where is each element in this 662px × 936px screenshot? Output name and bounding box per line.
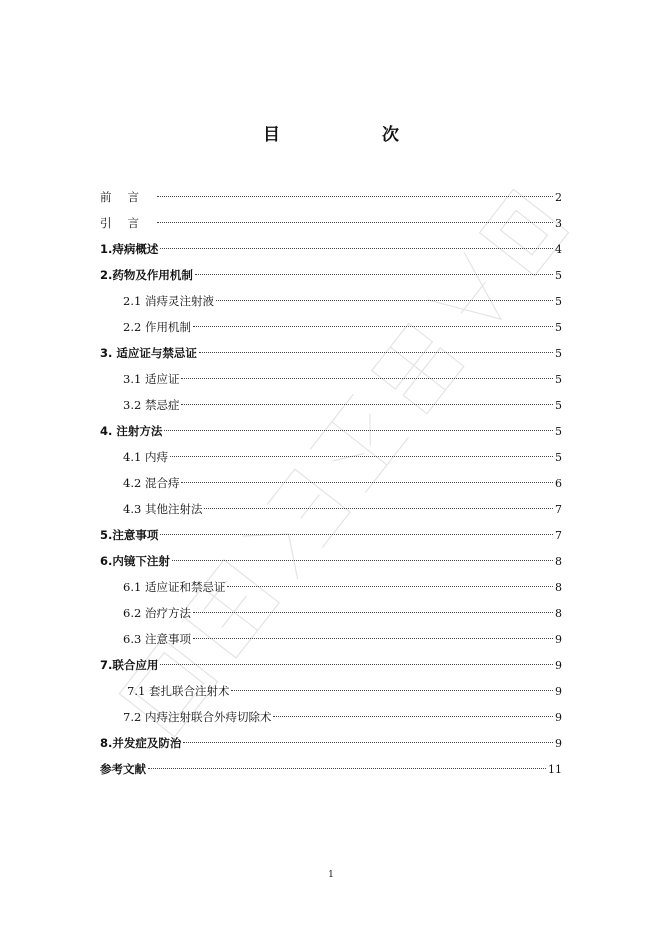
- toc-entry-label: 4.1 内痔: [123, 450, 168, 464]
- toc-entry-page: 9: [555, 659, 562, 672]
- toc-entry-page: 3: [555, 217, 562, 230]
- toc-leader-dots: [172, 560, 553, 561]
- toc-entry-page: 5: [555, 425, 562, 438]
- toc-entry-label: 6.内镜下注射: [100, 554, 170, 568]
- toc-entry-section-6-1[interactable]: [100, 574, 562, 600]
- toc-entry-page: 7: [555, 529, 562, 542]
- toc-leader-dots: [181, 404, 553, 405]
- toc-entry-page: 9: [555, 711, 562, 724]
- toc-leader-dots: [195, 274, 553, 275]
- toc-leader-dots: [160, 534, 553, 535]
- toc-entry-section-8[interactable]: [100, 730, 562, 756]
- toc-leader-dots: [183, 742, 553, 743]
- toc-entry-label: 2.1 消痔灵注射液: [123, 294, 214, 308]
- toc-entry-section-2-1[interactable]: [100, 288, 562, 314]
- toc-entry-section-3-2[interactable]: [100, 392, 562, 418]
- toc-entry-label: 3.2 禁忌症: [123, 398, 180, 412]
- toc-entry-preface[interactable]: [100, 184, 562, 210]
- page-number: 1: [328, 870, 334, 880]
- toc-leader-dots: [216, 300, 553, 301]
- toc-entry-label: 7.联合应用: [100, 658, 159, 672]
- toc-entry-references[interactable]: [100, 756, 562, 782]
- toc-entry-label: 1.痔病概述: [100, 242, 159, 256]
- toc-entry-section-4-3[interactable]: [100, 496, 562, 522]
- toc-entry-section-4-1[interactable]: [100, 444, 562, 470]
- toc-leader-dots: [157, 222, 553, 223]
- toc-entry-label: 3.1 适应证: [123, 372, 180, 386]
- toc-entry-section-3[interactable]: [100, 340, 562, 366]
- toc-entry-page: 8: [555, 581, 562, 594]
- toc-entry-page: 5: [555, 451, 562, 464]
- toc-entry-page: 11: [548, 763, 562, 776]
- toc-entry-page: 2: [555, 191, 562, 204]
- toc-leader-dots: [193, 612, 553, 613]
- table-of-contents: [100, 184, 562, 782]
- toc-leader-dots: [157, 196, 553, 197]
- toc-entry-section-2-2[interactable]: [100, 314, 562, 340]
- toc-leader-dots: [199, 352, 553, 353]
- toc-entry-page: 8: [555, 555, 562, 568]
- toc-entry-section-6[interactable]: [100, 548, 562, 574]
- toc-entry-label: 4.3 其他注射法: [123, 502, 203, 516]
- toc-leader-dots: [181, 378, 553, 379]
- toc-entry-label: 2.2 作用机制: [123, 320, 191, 334]
- page-title: 目 次: [263, 125, 447, 145]
- toc-entry-label: 2.药物及作用机制: [100, 268, 193, 282]
- toc-leader-dots: [160, 664, 553, 665]
- toc-entry-section-1[interactable]: [100, 236, 562, 262]
- toc-entry-label: 4. 注射方法: [100, 424, 163, 438]
- toc-entry-label: 7.2 内痔注射联合外痔切除术: [123, 710, 272, 724]
- toc-entry-page: 7: [555, 503, 562, 516]
- toc-entry-introduction[interactable]: [100, 210, 562, 236]
- toc-entry-section-5[interactable]: [100, 522, 562, 548]
- toc-entry-page: 8: [555, 607, 562, 620]
- toc-entry-label: 6.2 治疗方法: [123, 606, 191, 620]
- toc-entry-section-6-3[interactable]: [100, 626, 562, 652]
- toc-entry-section-7-1[interactable]: [100, 678, 562, 704]
- toc-entry-section-4[interactable]: [100, 418, 562, 444]
- toc-entry-page: 5: [555, 399, 562, 412]
- toc-entry-page: 5: [555, 269, 562, 282]
- toc-leader-dots: [170, 456, 553, 457]
- toc-leader-dots: [193, 326, 553, 327]
- toc-entry-section-7[interactable]: [100, 652, 562, 678]
- toc-leader-dots: [148, 768, 546, 769]
- toc-entry-page: 9: [555, 737, 562, 750]
- toc-leader-dots: [204, 508, 553, 509]
- toc-entry-page: 5: [555, 373, 562, 386]
- toc-entry-page: 9: [555, 633, 562, 646]
- toc-entry-section-4-2[interactable]: [100, 470, 562, 496]
- toc-entry-label: 5.注意事项: [100, 528, 159, 542]
- toc-entry-label: 3. 适应证与禁忌证: [100, 346, 197, 360]
- toc-leader-dots: [164, 430, 553, 431]
- toc-entry-page: 6: [555, 477, 562, 490]
- toc-entry-label: 参考文献: [100, 762, 146, 776]
- toc-entry-page: 4: [555, 243, 562, 256]
- toc-entry-section-7-2[interactable]: [100, 704, 562, 730]
- toc-entry-label: 7.1 套扎联合注射术: [127, 684, 230, 698]
- toc-entry-page: 5: [555, 295, 562, 308]
- toc-leader-dots: [227, 586, 553, 587]
- toc-entry-label: 引言: [100, 216, 155, 230]
- toc-entry-page: 5: [555, 347, 562, 360]
- toc-entry-label: 8.并发症及防治: [100, 736, 182, 750]
- toc-leader-dots: [160, 248, 553, 249]
- toc-entry-label: 6.3 注意事项: [123, 632, 191, 646]
- toc-leader-dots: [181, 482, 553, 483]
- toc-leader-dots: [193, 638, 553, 639]
- toc-entry-label: 4.2 混合痔: [123, 476, 180, 490]
- toc-entry-page: 9: [555, 685, 562, 698]
- toc-entry-section-3-1[interactable]: [100, 366, 562, 392]
- toc-entry-page: 5: [555, 321, 562, 334]
- toc-leader-dots: [273, 716, 553, 717]
- toc-entry-section-2[interactable]: [100, 262, 562, 288]
- toc-entry-label: 前言: [100, 190, 155, 204]
- toc-entry-label: 6.1 适应证和禁忌证: [123, 580, 226, 594]
- toc-entry-section-6-2[interactable]: [100, 600, 562, 626]
- toc-leader-dots: [231, 690, 553, 691]
